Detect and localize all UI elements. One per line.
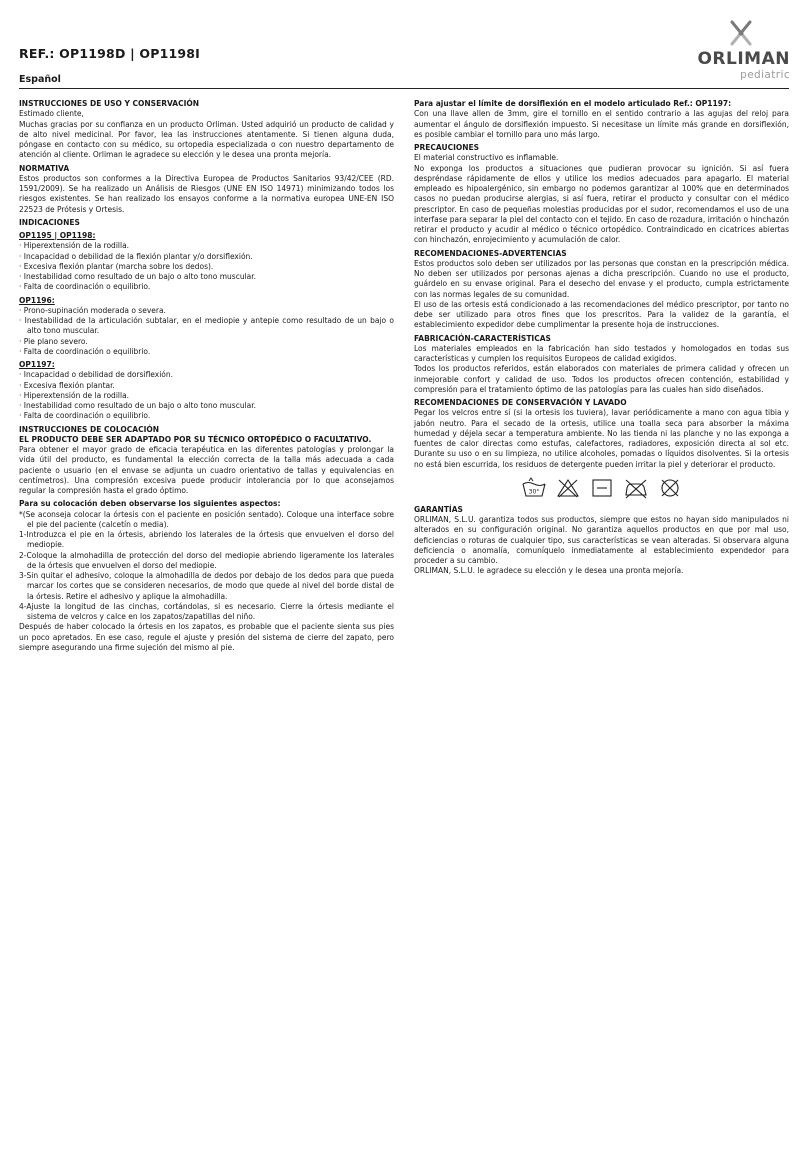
- step-item: 3-Sin quitar el adhesivo, coloque la almohadilla de dedos por debajo de los dedos para que pueda marcar los cortes que se consideren necesarios, de modo que quede al nivel del borde distal de la órtesis. Retire el adhesivo y aplique la almohadilla.: [19, 571, 394, 601]
- paragraph: El material constructivo es inflamable.: [414, 153, 559, 163]
- step-item: 1-Introduzca el pie en la órtesis, abriendo los laterales de la órtesis que envuelven el dorso del mediopie.: [19, 530, 394, 550]
- no-iron-icon: [623, 477, 649, 499]
- section-title: Para su colocación deben observarse los siguientes aspectos:: [19, 499, 281, 509]
- list-item: · Hiperextensión de la rodilla.: [19, 241, 130, 251]
- paragraph: Con una llave allen de 3mm, gire el tornillo en el sentido contrario a las agujas del reloj para aumentar el ángulo de dorsiflexión impuesto. Si necesitase un límite más grande en dorsiflexión, es posible cambiar el tornillo para uno más largo.: [414, 109, 789, 139]
- paragraph: ORLIMAN, S.L.U. le agradece su elección y le desea una pronta mejoría.: [414, 566, 684, 576]
- paragraph: Muchas gracias por su confianza en un producto Orliman. Usted adquirió un producto de calidad y de alto nivel medicinal. Por favor, lea las instrucciones atentamente. Si tienen alguna duda, póngase en contacto con su médico, su ortopedia especializada o con nuestro departamento de atención al cliente. Orliman le agradece su elección y le desea una pronta mejoría.: [19, 119, 394, 160]
- list-item: · Inestabilidad de la articulación subtalar, en el mediopie y antepie como resultado de un bajo o alto tono muscular.: [19, 316, 394, 336]
- paragraph: Estos productos son conformes a la Directiva Europea de Productos Sanitarios 93/42/CEE (RD. 1591/2009). Se ha realizado un Análisis de Riesgos (UNE EN ISO 14971) minimizando todos los riesgos existentes. Se han realizado los ensayos conforme a la normativa europea UNE-EN ISO 22523 de Prótesis y Ortesis.: [19, 173, 394, 214]
- step-item: *(Se aconseja colocar la órtesis con el paciente en posición sentado). Coloque una interface sobre el pie del paciente (calcetín o media).: [19, 509, 394, 529]
- list-item: · Inestabilidad como resultado de un bajo o alto tono muscular.: [19, 401, 257, 410]
- list-item: · Inestabilidad como resultado de un bajo o alto tono muscular.: [19, 272, 257, 281]
- section-title: INDICACIONES: [19, 217, 80, 227]
- list-item: · Prono-supinación moderada o severa.: [19, 305, 166, 315]
- list-item: · Pie plano severo.: [19, 336, 88, 346]
- header-divider: [19, 88, 789, 89]
- section-title: Para ajustar el límite de dorsiflexión en el modelo articulado Ref.: OP1197:: [414, 99, 732, 108]
- list-item: · Excesiva flexión plantar.: [19, 380, 115, 390]
- section-title: RECOMENDACIONES DE CONSERVACIÓN Y LAVADO: [414, 398, 627, 407]
- section-title: FABRICACIÓN-CARACTERÍSTICAS: [414, 333, 551, 343]
- step-item: 2-Coloque la almohadilla de protección del dorso del mediopie abriendo ligeramente los laterales de la órtesis que envuelven el dorso del mediopie.: [19, 550, 394, 570]
- paragraph: Para obtener el mayor grado de eficacia terapéutica en las diferentes patologías y prolongar la vida útil del producto, es fundamental la elección correcta de la talla más adecuada a cada paciente o usuario (en el envase se adjunta un cuadro orientativo de tallas y equivalencias en centímetros). Una compresión excesiva puede producir intolerancia por lo que aconsejamos regular la compresión hasta el grado óptimo.: [19, 445, 394, 495]
- brand-logo: [690, 18, 790, 80]
- language-label: Español: [19, 74, 61, 85]
- list-item: · Falta de coordinación o equilibrio.: [19, 282, 151, 292]
- list-item: · Excesiva flexión plantar (marcha sobre los dedos).: [19, 261, 214, 271]
- right-column: [414, 99, 789, 577]
- reference-code: REF.: OP1198D | OP1198I: [19, 46, 201, 61]
- section-title: NORMATIVA: [19, 163, 70, 173]
- list-item: · Incapacidad o debilidad de dorsiflexión.: [19, 370, 174, 380]
- orliman-mark-icon: [726, 18, 756, 48]
- list-item: · Incapacidad o debilidad de la flexión plantar y/o dorsiflexión.: [19, 251, 253, 261]
- paragraph: ORLIMAN, S.L.U. garantiza todos sus productos, siempre que estos no hayan sido manipulados ni alterados en su configuración original. No garantiza aquellos productos en que por mal uso, deficiencias o roturas de cualquier tipo, sus características se vean alteradas. Si observara alguna deficiencia o anomalía, comuníquelo inmediatamente al establecimiento expendedor para proceder a su cambio.: [414, 515, 789, 565]
- flat-dry-icon: [589, 477, 615, 499]
- brand-name: ORLIMAN: [697, 49, 790, 69]
- no-bleach-icon: [555, 477, 581, 499]
- paragraph: Después de haber colocado la órtesis en los zapatos, es probable que el paciente sienta sus pies un poco apretados. En ese caso, regule el ajuste y presión del sistema de cierre del zapato, pero siempre asegurando una firme sujeción del mismo al pie.: [19, 622, 394, 652]
- section-title: GARANTÍAS: [414, 504, 463, 514]
- step-item: 4-Ajuste la longitud de las cinchas, cortándolas, si es necesario. Cierre la órtesis mediante el sistema de velcros y calce en los zapatos/zapatillas del niño.: [19, 601, 394, 621]
- paragraph: Estos productos solo deben ser utilizados por las personas que constan en la prescripción médica. No deben ser utilizados por personas ajenas a dicha prescripción. Cuando no use el producto, guárdelo en su envase original. Para el desecho del envase y el producto, cumpla estrictamente con las normas legales de su comunidad.: [414, 258, 789, 299]
- paragraph: Pegar los velcros entre sí (si la ortesis los tuviera), lavar periódicamente a mano con agua tibia y jabón neutro. Para el secado de la ortesis, utilice una toalla seca para absorber la máxima humedad y déjela secar a temperatura ambiente. No las tienda ni las planche y no las exponga a fuentes de calor directas como estufas, calefactores, radiadores, exposición directa al sol etc. Durante su uso o en su limpieza, no utilice alcoholes, pomadas o líquidos disolventes. Si la ortesis no está bien escurrida, los residuos de detergente pueden irritar la piel y deteriorar el producto.: [414, 408, 789, 469]
- section-title: INSTRUCCIONES DE USO Y CONSERVACIÓN: [19, 99, 200, 108]
- no-dry-clean-icon: [657, 477, 683, 499]
- wash-temperature: 30°: [528, 488, 539, 496]
- model-subtitle: OP1197:: [19, 360, 55, 369]
- paragraph: Todos los productos referidos, están elaborados con materiales de primera calidad y ofrecen un inmejorable confort y calidad de uso. Todos los productos ofrecen contención, estabilidad y compresión para el tratamiento óptimo de las patologías para las cuales han sido diseñados.: [414, 364, 789, 394]
- brand-subtitle: pediatric: [740, 69, 790, 81]
- model-subtitle: OP1196:: [19, 295, 55, 305]
- list-item: · Hiperextensión de la rodilla.: [19, 390, 130, 400]
- section-title: INSTRUCCIONES DE COLOCACIÓN: [19, 424, 160, 434]
- hand-wash-icon: [521, 477, 547, 499]
- section-subtitle: EL PRODUCTO DEBE SER ADAPTADO POR SU TÉCNICO ORTOPÉDICO O FACULTATIVO.: [19, 434, 372, 444]
- model-subtitle: OP1195 | OP1198:: [19, 231, 96, 240]
- section-title: RECOMENDACIONES-ADVERTENCIAS: [414, 248, 567, 258]
- list-item: · Falta de coordinación o equilibrio.: [19, 346, 151, 356]
- section-title: PRECAUCIONES: [414, 143, 480, 152]
- greeting: Estimado cliente,: [19, 109, 84, 119]
- list-item: · Falta de coordinación o equilibrio.: [19, 411, 151, 421]
- care-symbols: [414, 477, 789, 499]
- paragraph: No exponga los productos a situaciones que pudieran provocar su ignición. Si así fuera despréndase rápidamente de ellos y utilice los medios adecuados para apagarlo. El material empleado es hipoalergénico, sin embargo no podemos garantizar al 100% que en determinados casos no puedan producirse alergias, si así fuera, retirar el producto y consultar con el médico prescriptor. En caso de pequeñas molestias producidas por el sudor, recomendamos el uso de una interfase para separar la piel del contacto con el tejido. En caso de rozadura, irritación o hinchazón retirar el producto y acudir al médico o técnico ortopédico. Contraindicado en cicatrices abiertas con hinchazón, enrojecimiento y acumulación de calor.: [414, 163, 789, 245]
- paragraph: Los materiales empleados en la fabricación han sido testados y homologados en todas sus características y cumplen los requisitos Europeos de calidad exigidos.: [414, 343, 789, 363]
- left-column: [19, 99, 394, 653]
- paragraph: El uso de las ortesis está condicionado a las recomendaciones del médico prescriptor, por tanto no debe ser utilizado para otros fines que los prescritos. Para la validez de la garantía, el establecimiento expedidor debe cumplimentar la presente hoja de instrucciones.: [414, 299, 789, 330]
